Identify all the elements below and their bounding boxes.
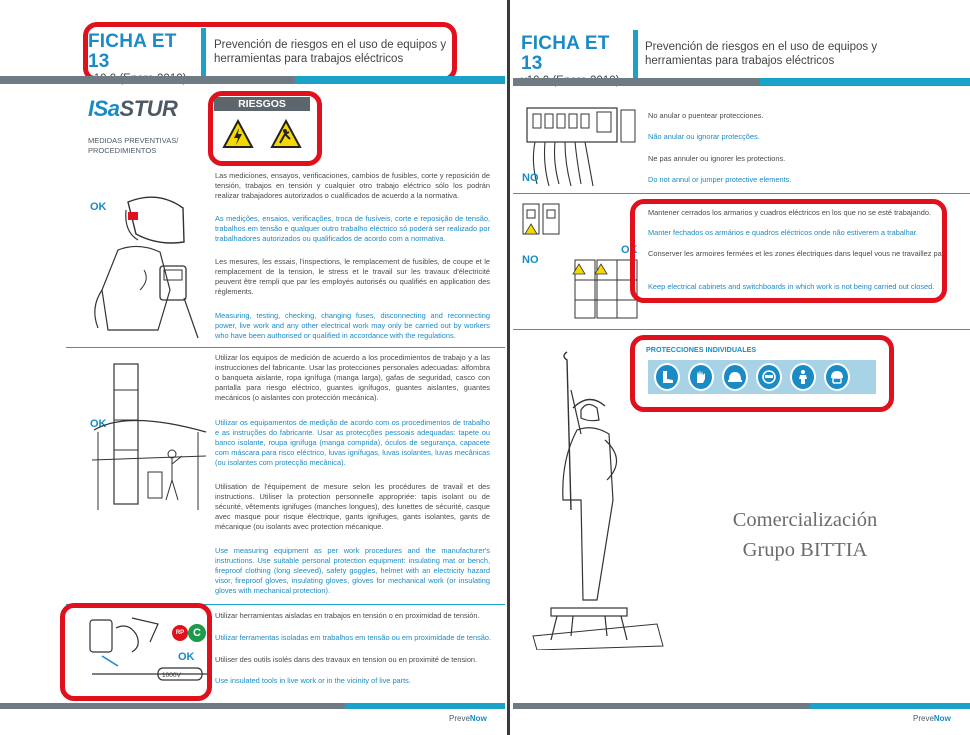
c-badge: C [188,624,206,642]
right-header-bar [513,78,970,86]
right-header [521,22,961,80]
left-sheet-number: FICHA ET 13 [88,31,177,72]
section3-text-fr: Utiliser des outils isolés dans des travaux en tension ou en proximité de tension. [215,655,478,664]
right-section2-text-fr: Conserver les armoires fermées et les zones électriques dans lequel vous ne travaillez pas. [648,249,948,258]
cabinets-text-highlight [630,199,947,303]
section3-ok-label: OK [178,651,195,663]
right-section1-text-en: Do not annul or jumper protective elements. [648,175,792,184]
protecciones-highlight [630,335,894,412]
left-sheet-title: Prevención de riesgos en el uso de equipos y herramientas para trabajos eléctricos [214,39,447,65]
riesgos-highlight [208,91,322,166]
section2-text-pt: Utilizar os equipamentos de medição de acordo com os procedimentos de trabalho e as instruções do fabricante. Usar as protecções pessoais adequadas: tapete ou banco isolante, roupa ignífuga (manga comprida), óculos de segurança, capacete com máscara para risco eléctrico, luvas ignífugas, luvas isolantes, luvas mecânicas (ou isolantes com protecção mecânica). [215,418,490,467]
left-section-divider-1 [66,347,505,348]
substation-worker-illustration [88,360,208,515]
isastur-logo [88,98,188,156]
right-sheet-number: FICHA ET 13 [521,33,610,74]
right-section1-text-fr: Ne pas annuler ou ignorer les protections. [648,154,786,163]
right-section2-text-pt: Manter fechados os armários e quadros eléctricos onde não estiverem a trabalhar. [648,228,918,237]
section3-text-en: Use insulated tools in live work or in the vicinity of live parts. [215,676,411,685]
watermark-line2: Grupo BITTIA [742,539,868,561]
section2-text-en: Use measuring equipment as per work procedures and the manufacturer's instructions. Use suitable personal protection equipment: insulating mat or bench, fireproof clothing (long sleeved), safety goggles, helmet with an electricity hazard visor, fireproof gloves, insulating gloves, gloves for mechanical work (or insulating gloves with mechanical protection). [215,546,490,595]
tool-voltage-label: 1000V [162,672,181,679]
right-section2-text-es: Mantener cerrados los armarios y cuadros eléctricos en los que no se esté trabajando. [648,208,932,217]
logo-wordmark: ISaSTUR [88,96,178,121]
section1-text-en: Measuring, testing, checking, changing fuses, disconnecting and reconnecting power, live work and any other electrical work may only be carried out by workers who have been authorised or qualified in accordance with the regulations. [215,311,490,340]
section2-text-es: Utilizar los equipos de medición de acuerdo a los procedimientos de trabajo y a las instrucciones del fabricante. Usar las protecciones personales adecuadas: alfombra o banqueta aislante, ropa ignífuga (manga larga), gafas de seguridad, casco con pantalla para riesgo eléctrico, guantes ignífugos, guantes aislantes, guantes mecánicos (o aislantes con protección mecánica). [215,353,490,402]
right-section1-text-pt: Não anular ou ignorar protecções. [648,132,760,141]
watermark [700,505,910,565]
right-section1-no-label: NO [522,172,539,184]
right-section2-ok-label: OK [621,244,638,256]
rp-badge: RP [172,625,188,641]
right-section2-no-label: NO [522,254,539,266]
right-prevenow-logo: PreveNow [913,714,951,723]
riesgos-label: RIESGOS [214,97,310,111]
section2-ok-label: OK [90,418,107,430]
protecciones-label: PROTECCIONES INDIVIDUALES [646,345,757,354]
watermark-line1: Comercialización [732,509,878,531]
logo-caption: MEDIDAS PREVENTIVAS/ PROCEDIMIENTOS [88,136,179,155]
section1-text-es: Las mediciones, ensayos, verificaciones, cambios de fusibles, corte y reposición de tensión, trabajos en tensión y cualquier otro trabajo eléctrico sólo los podrán realizar trabajadores autorizados o cualificados de acuerdo a la normativa. [215,171,490,200]
page-separator [507,0,510,735]
section2-text-fr: Utilisation de l'équipement de mesure selon les procédures de travail et des instructions. Utiliser la protection personnelle appropriée: tapis isolant ou de sécurité, vêtements ignifuges (manches longues), des lunettes de sécurité, casque avec masque pour risque électrique, gants ignifuges, gants isolantes, gants de mécanique (ou isolants avec protection mécanique. [215,482,490,531]
left-prevenow-logo: PreveNow [449,714,487,723]
right-header-divider [633,30,638,82]
right-section-divider-2 [513,329,970,330]
right-sheet-title: Prevención de riesgos en el uso de equipos y herramientas para trabajos eléctricos [645,41,878,67]
right-section-divider-1 [513,193,970,194]
worker-face-shield-illustration [88,190,206,340]
section1-ok-label: OK [90,201,107,213]
right-section1-text-es: No anular o puentear protecciones. [648,111,764,120]
left-header-highlight [83,22,457,82]
right-footer-bar [513,703,970,709]
section1-text-fr: Les mesures, les essais, l'inspections, le remplacement de fusibles, de coupe et le remplacement de la tension, le stress et le travail sur les travaux d'électricité peuvent être rempli que par les employés autorisés ou qualifiés en application des règlements. [215,257,490,296]
left-header-bar [0,76,505,84]
section3-text-pt: Utilizar ferramentas isoladas em trabalhos em tensão ou em proximidade de tensão. [215,633,492,642]
tools-highlight [60,603,212,701]
section3-text-es: Utilizar herramientas aisladas en trabajos en tensión o en proximidad de tensión. [215,611,480,620]
left-footer-bar [0,703,505,709]
right-section2-text-en: Keep electrical cabinets and switchboards in which work is not being carried out closed. [648,282,935,291]
section1-text-pt: As medições, ensaios, verificações, troca de fusíveis, corte e reposição de tensão, trabalhos em tensão e qualquer outro trabalho eléctrico só poderá ser realizado por trabalhadores autorizados ou qualificados de acordo com a normativa. [215,214,490,243]
